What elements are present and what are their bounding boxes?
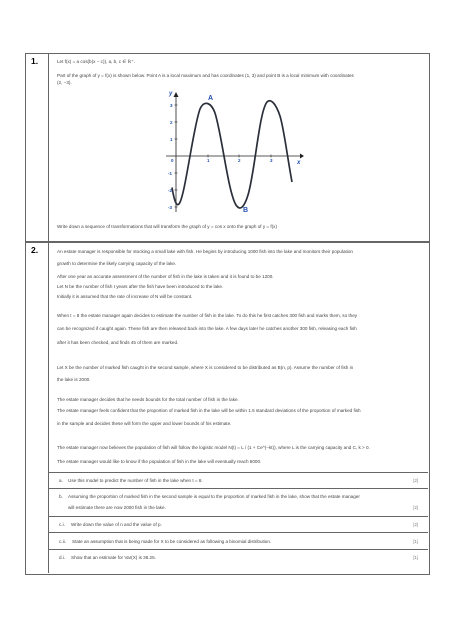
- q2-para-10: The estate manager would like to know if the population of fish in the lake will eventually reach 5000.: [57, 459, 262, 464]
- q2-para-9: The estate manager now believes the population of fish will follow the logistic model N(t) = L / (1 + Ce^(−kt)), where L is the carrying capacity and C, k > 0.: [57, 445, 370, 450]
- q1-line-3: (2, −3).: [57, 80, 72, 85]
- question-1-number-cell: [25, 53, 49, 241]
- part-cii-text: State an assumption that is being made for X to be considered as following a binomial distribution.: [72, 539, 272, 544]
- y-tick-neg1: -1: [168, 171, 173, 176]
- q2-para-5a: When t = 8 the estate manager again decides to estimate the number of fish in the lake. To do this he first catches 300 fish and marks them, so they: [57, 313, 358, 318]
- part-b-text-2: will estimate there are now 2000 fish in the lake.: [68, 505, 166, 510]
- part-di-label: d.i.: [59, 555, 66, 560]
- part-a-divider: [48, 472, 428, 473]
- q2-para-5b: can be recognized if caught again. These fish are then released back into the lake. A few days later he catches another 300 fish, releasing each fish: [57, 326, 357, 331]
- q2-para-1a: An estate manager is responsible for stocking a small lake with fish. He begins by introducing 1000 fish into the lake and monitors their population: [57, 249, 353, 254]
- part-b-divider: [48, 488, 428, 489]
- q2-para-3: Let N be the number of fish t years after the fish have been introduced to the lake.: [57, 284, 224, 289]
- part-cii-marks: [1]: [413, 539, 418, 544]
- part-ci-marks: [2]: [413, 522, 418, 527]
- q2-para-8b: in the sample and decides these will form the upper and lower bounds of his estimate.: [57, 421, 232, 426]
- part-di-marks: [1]: [413, 555, 418, 560]
- q2-para-4: Initially it is assumed that the rate of increase of N will be constant.: [57, 294, 193, 299]
- part-a-text: Use this model to predict the number of fish in the lake when t = 8.: [68, 478, 203, 483]
- part-a-marks: [2]: [413, 478, 418, 483]
- q2-para-7: The estate manager decides that he needs bounds for the total number of fish in the lake.: [57, 397, 239, 402]
- q1-line-2: Part of the graph of y = f(x) is shown below. Point A is a local maximum and has coordinates (1, 3) and point B is a local minimum with coordinates: [57, 73, 354, 78]
- q2-para-5c: after it has been checked, and finds 45 of them are marked.: [57, 340, 179, 345]
- y-tick-3: 3: [170, 103, 173, 108]
- question-2-number-cell: [25, 241, 49, 573]
- q1-question: Write down a sequence of transformations that will transform the graph of y = cos x onto the graph of y = f(x): [57, 224, 278, 229]
- question-2-number: 2.: [31, 245, 39, 255]
- question-1-number: 1.: [31, 56, 39, 66]
- part-a-label: a.: [59, 478, 63, 483]
- q2-para-8a: The estate manager feels confident that the proportion of marked fish in the lake will be within 1.5 standard deviations of the proportion of marked fish: [57, 408, 361, 413]
- q2-para-2: After one year an accurate assessment of the number of fish in the lake is taken and it is found to be 1200.: [57, 274, 274, 279]
- part-b-label: b.: [59, 494, 63, 499]
- y-tick-neg2: -2: [168, 188, 173, 193]
- q2-para-6a: Let X be the number of marked fish caught in the second sample, where X is considered to be distributed as B(n, p). Assume the number of fish in: [57, 365, 354, 370]
- part-di-divider: [48, 549, 428, 550]
- part-ci-label: c.i.: [59, 522, 65, 527]
- x-axis-arrow: [300, 154, 304, 159]
- y-tick-neg3: -3: [168, 205, 173, 210]
- x-axis-label: x: [297, 160, 301, 166]
- y-tick-1: 1: [170, 137, 173, 142]
- part-di-text: Show that an estimate for Var(X) is 38.25.: [71, 555, 156, 560]
- part-b-marks: [2]: [413, 505, 418, 510]
- q2-para-1b: growth to determine the likely carrying capacity of the lake.: [57, 261, 177, 266]
- cosine-curve: [172, 101, 292, 208]
- cosine-graph: [158, 87, 308, 215]
- q1-line-1: Let f(x) = a cos(b(x − c)), a, b, c ∈ ℝ⁺.: [57, 59, 135, 64]
- point-b-label: B: [243, 207, 249, 214]
- x-tick-0: 0: [171, 158, 174, 163]
- x-tick-3: 3: [270, 158, 273, 163]
- part-b-text: Assuming the proportion of marked fish in the second sample is equal to the proportion of marked fish in the lake, show that the estate manager: [68, 494, 360, 499]
- part-cii-divider: [48, 532, 428, 533]
- y-axis-label: y: [169, 91, 173, 97]
- y-tick-2: 2: [170, 120, 173, 125]
- q2-para-6b: the lake is 2000.: [57, 377, 91, 382]
- part-ci-text: Write down the value of n and the value of p.: [71, 522, 162, 527]
- y-axis-arrow: [174, 92, 179, 97]
- x-tick-1: 1: [207, 158, 210, 163]
- part-cii-label: c.ii.: [59, 539, 66, 544]
- point-a-label: A: [208, 95, 214, 102]
- part-ci-divider: [48, 516, 428, 517]
- x-tick-2: 2: [238, 158, 241, 163]
